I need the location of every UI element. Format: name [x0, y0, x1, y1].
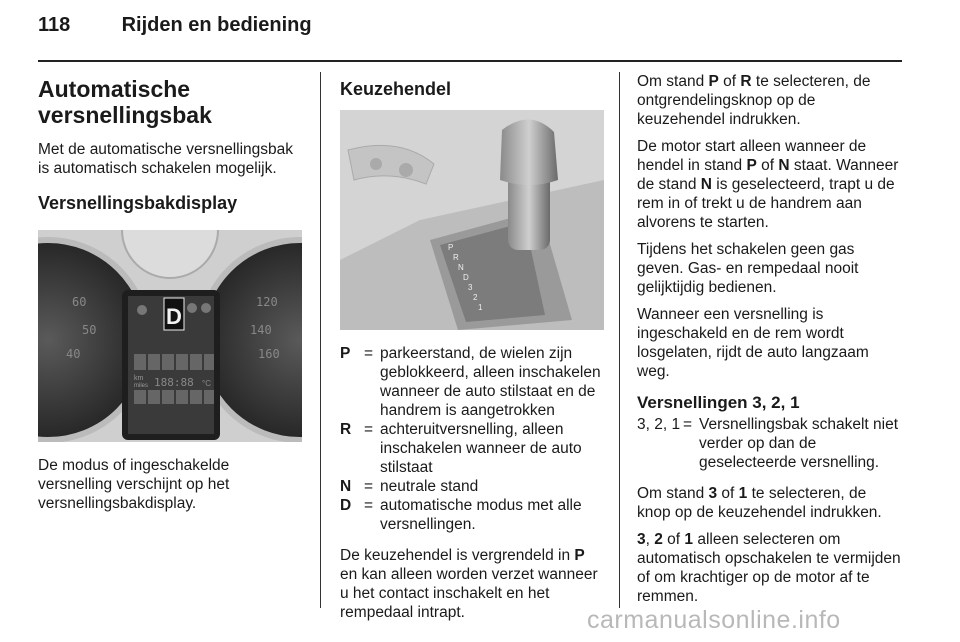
chapter-title: Automatische versnellingsbak	[38, 76, 212, 128]
svg-text:50: 50	[82, 323, 97, 337]
gear-indicator: D	[166, 304, 182, 329]
page-header	[38, 14, 312, 37]
definition-equals: =	[364, 345, 374, 362]
definition-row	[340, 477, 604, 496]
paragraph-engine-start: De motor start alleen wanneer de hendel in stand P of N staat. Wanneer de stand N is geselecteerd, trapt u de rem in of trekt u de handrem aan alvorens te starten.	[637, 138, 899, 231]
definition-equals: =	[364, 497, 374, 514]
gate-letter: 2	[473, 293, 478, 302]
definition-equals: =	[364, 421, 374, 438]
definition-equals: =	[364, 478, 374, 495]
column-1	[38, 72, 302, 521]
definition-key: N	[340, 478, 352, 495]
header-rule	[38, 60, 902, 62]
svg-text:140: 140	[250, 323, 272, 337]
definition-equals: =	[683, 416, 693, 433]
odo-label-miles: miles	[134, 383, 149, 389]
definition-row	[340, 496, 604, 534]
gears-title: Versnellingen 3, 2, 1	[637, 393, 800, 412]
definition-key: D	[340, 497, 352, 514]
svg-text:40: 40	[66, 347, 81, 361]
gate-letter: 1	[478, 303, 483, 312]
paragraph-release-button: Om stand P of R te selecteren, de ontgrendelingsknop op de keuzehendel indrukken.	[637, 73, 871, 128]
selector-definitions	[340, 344, 604, 534]
display-caption: De modus of ingeschakelde versnelling verschijnt op het versnellingsbakdisplay.	[38, 457, 230, 512]
column-divider-1	[320, 72, 321, 608]
column-divider-2	[619, 72, 620, 608]
definition-text: neutrale stand	[380, 478, 479, 495]
definition-row	[340, 420, 604, 477]
definition-text: achteruitversnelling, alleen inschakelen wanneer de auto stilstaat	[380, 421, 582, 476]
transmission-display-figure	[38, 230, 302, 442]
definition-key: P	[340, 345, 351, 362]
temp-unit: °C	[202, 379, 211, 388]
gears-definition	[637, 415, 903, 472]
display-subtitle: Versnellingsbakdisplay	[38, 193, 238, 213]
definition-text: automatische modus met alle versnellingen.	[380, 497, 582, 533]
definition-key: R	[340, 421, 352, 438]
gate-letter: N	[458, 263, 464, 272]
selector-lever-image	[340, 110, 604, 330]
definition-row	[340, 344, 604, 420]
definition-key: 3, 2, 1	[637, 416, 681, 433]
paragraph-creep: Wanneer een versnelling is ingeschakeld en de rem wordt losgelaten, rijdt de auto langzaam weg.	[637, 306, 869, 380]
paragraph-select-3-1: Om stand 3 of 1 te selecteren, de knop op de keuzehendel indrukken.	[637, 485, 882, 521]
svg-text:60: 60	[72, 295, 87, 309]
definition-text: Versnellingsbak schakelt niet verder op dan de geselecteerde versnelling.	[699, 416, 899, 471]
selector-title: Keuzehendel	[340, 79, 452, 99]
paragraph-when-select: 3, 2 of 1 alleen selecteren om automatisch opschakelen te vermijden of om krachtiger op de motor af te remmen.	[637, 531, 901, 605]
paragraph-no-throttle: Tijdens het schakelen geen gas geven. Gas- en rempedaal nooit gelijktijdig bedienen.	[637, 241, 859, 296]
gate-letter: D	[463, 273, 469, 282]
gate-letter: R	[453, 253, 459, 262]
definition-text: parkeerstand, de wielen zijn geblokkeerd, alleen inschakelen wanneer de auto stilstaat en de handrem is aangetrokken	[380, 345, 601, 419]
page-number: 118	[38, 14, 71, 36]
selector-lever-figure	[340, 110, 604, 330]
gate-letter: P	[448, 243, 454, 252]
column-3	[637, 72, 903, 614]
svg-text:160: 160	[258, 347, 280, 361]
odo-label-km: km	[134, 375, 144, 382]
svg-text:120: 120	[256, 295, 278, 309]
watermark: carmanualsonline.info	[587, 606, 841, 634]
definition-row	[637, 415, 903, 472]
instrument-cluster-image	[38, 230, 302, 442]
column-2	[340, 72, 604, 630]
intro-paragraph: Met de automatische versnellingsbak is automatisch schakelen mogelijk.	[38, 141, 294, 177]
gate-letter: 3	[468, 283, 473, 292]
lock-note: De keuzehendel is vergrendeld in P en kan alleen worden verzet wanneer u het contact inschakelt en het rempedaal intrapt.	[340, 547, 598, 621]
odo-readout: 188:88	[154, 376, 194, 389]
section-title: Rijden en bediening	[121, 14, 312, 36]
